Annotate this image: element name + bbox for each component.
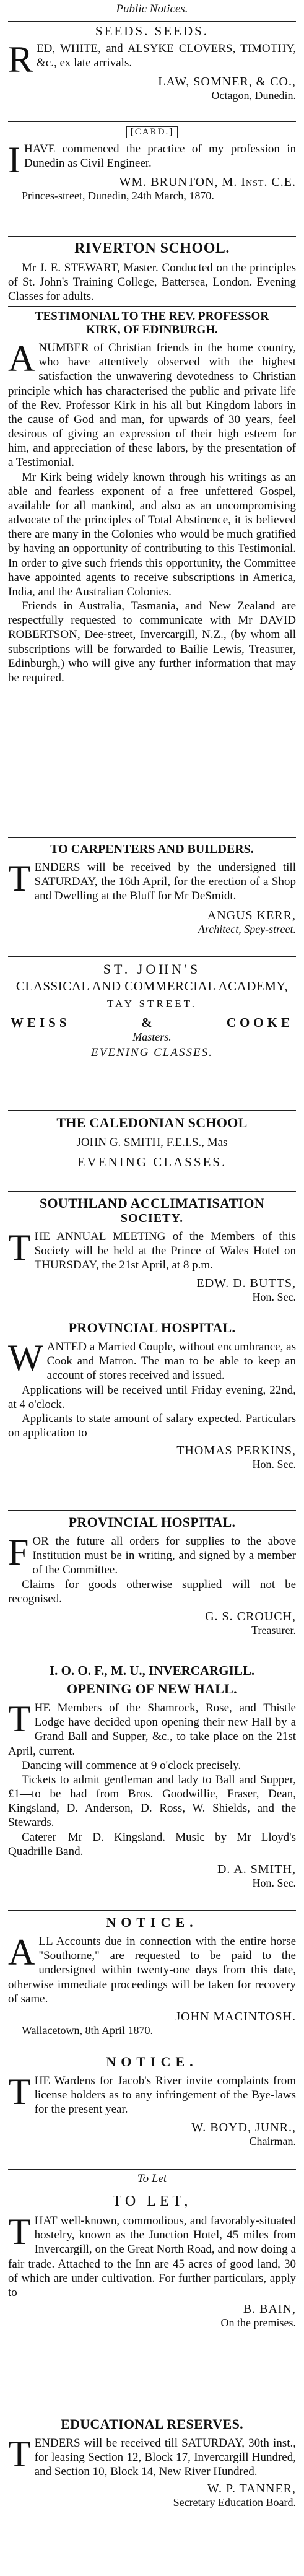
divider <box>8 1910 296 1911</box>
ioof-p4: Caterer—Mr D. Kingsland. Music by Mr Lloyd's Quadrille Band. <box>8 1830 296 1858</box>
drop-cap: F <box>8 1532 29 1573</box>
hospital2-p2: Claims for goods otherwise supplied will not be recognised. <box>8 1578 296 1605</box>
stjohns-notice <box>8 961 296 1060</box>
ioof-heading-2: OPENING OF NEW HALL. <box>67 1681 237 1696</box>
card-date: Princes-street, Dunedin, 24th March, 1870. <box>22 190 214 203</box>
notice2-notice <box>8 2054 296 2148</box>
seeds-location: Octagon, Dunedin. <box>211 89 296 102</box>
testimonial-notice <box>8 310 296 685</box>
testimonial-body <box>8 338 296 685</box>
divider <box>8 2168 296 2172</box>
tolet-heading-small: To Let <box>137 2172 167 2185</box>
hospital2-notice <box>8 1514 296 1637</box>
testimonial-heading-2: KIRK, OF EDINBURGH. <box>86 323 218 336</box>
carpenters-text: ENDERS will be received by the undersigned till SATURDAY, the 16th April, for the erection of a Shop and Dwelling at the Bluff for Mr DeSmidt. <box>34 861 296 903</box>
drop-cap: W <box>8 1337 43 1378</box>
drop-cap: T <box>8 2211 31 2252</box>
divider <box>8 1191 296 1192</box>
hospital2-body <box>8 1534 296 1606</box>
drop-cap: I <box>8 139 20 180</box>
notice1-date: Wallacetown, 8th April 1870. <box>22 2024 154 2037</box>
ioof-signature: D. A. SMITH, <box>217 1862 296 1876</box>
ioof-notice <box>8 1663 296 1890</box>
notice2-title: Chairman. <box>249 2134 296 2147</box>
carpenters-heading: TO CARPENTERS AND BUILDERS. <box>50 842 254 856</box>
reserves-notice <box>8 2416 296 2509</box>
drop-cap: T <box>8 1698 31 1739</box>
hospital1-signature: THOMAS PERKINS, <box>176 1444 296 1458</box>
ioof-p2: Dancing will commence at 9 o'clock precisely. <box>22 1758 241 1772</box>
divider <box>8 1110 296 1111</box>
testimonial-p3: Friends in Australia, Tasmania, and New Zealand are respectfully requested to communicate with Mr DAVID ROBERTSON, Dee-street, Invercargill, N.Z., (by whom all subscriptions will be forwarded to Bailie Lewis, Treasurer, Edinburgh,) who will give any further information that may be required. <box>8 600 296 684</box>
divider <box>8 236 296 237</box>
caledonian-heading: THE CALEDONIAN SCHOOL <box>56 1115 248 1130</box>
hospital1-notice <box>8 1320 296 1471</box>
notice1-notice <box>8 1915 296 2037</box>
stjohns-masters <box>8 1015 296 1031</box>
acclimatisation-signature: EDW. D. BUTTS, <box>196 1276 296 1290</box>
seeds-signature: LAW, SOMNER, & CO., <box>158 75 296 89</box>
ampersand: & <box>141 1015 156 1031</box>
card-body <box>8 139 296 180</box>
carpenters-title: Architect, Spey-street. <box>198 922 296 935</box>
hospital1-p1: ANTED a Married Couple, without encumbrance, as Cook and Matron. The man to be able to keep an account of stores received and issued. <box>46 1340 296 1382</box>
drop-cap: T <box>8 858 31 899</box>
divider <box>8 837 296 841</box>
ioof-p3: Tickets to admit gentleman and lady to Ball and Supper, £1—to be had from Bros. Goodwillie, Fraser, Dean, Kingsland, D. Anderson, D. Ross, W. Shields, and the Stewards. <box>8 1773 296 1830</box>
notice1-body <box>8 1934 296 2006</box>
tolet-heading: TO LET, <box>112 2193 192 2209</box>
drop-cap: T <box>8 2071 31 2112</box>
reserves-text: ENDERS will be received till SATURDAY, 30th inst., for leasing Section 12, Block 17, Invercargill Hundred, and Section 10, Block 14, New River Hundred. <box>34 2437 296 2479</box>
testimonial-p2: Mr Kirk being widely known through his writings as an able and fearless exponent of a free unfettered Gospel, available for all mankind, and also as an uncompromising advocate of the principles of Total Abstinence, it is believed there are many in the Colonies who would be much gratified by having an opportunity of contributing to this Testimonial. In order to give such friends this opportunity, the Committee have appointed agents to receive subscriptions in America, India, and the Australian Colonies. <box>8 470 296 598</box>
card-notice <box>8 126 296 203</box>
carpenters-signature: ANGUS KERR, <box>207 908 296 922</box>
notice1-signature: JOHN MACINTOSH. <box>175 2009 296 2024</box>
carpenters-notice <box>8 842 296 936</box>
card-signature: WM. BRUNTON, M. Inst. C.E. <box>119 175 296 190</box>
tolet-notice <box>8 2172 296 2329</box>
notice2-signature: W. BOYD, JUNR., <box>191 2120 296 2134</box>
ioof-p1: HE Members of the Shamrock, Rose, and Thistle Lodge have decided upon opening their new Hall by a Grand Ball and Supper, &c., to take place on the 21st April, current. <box>8 1701 296 1758</box>
stjohns-masters-label: Masters. <box>132 1031 172 1044</box>
ioof-heading-1: I. O. O. F., M. U., INVERCARGILL. <box>49 1663 255 1678</box>
card-text: HAVE commenced the practice of my profession in Dunedin as Civil Engineer. <box>24 142 296 170</box>
acclimatisation-heading-1: SOUTHLAND ACCLIMATISATION <box>39 1195 265 1211</box>
seeds-text: ED, WHITE, and ALSYKE CLOVERS, TIMOTHY, &c., ex late arrivals. <box>37 42 296 70</box>
stjohns-street: TAY STREET. <box>107 998 197 1010</box>
riverton-text: Mr J. E. STEWART, Master. Conducted on the principles of St. John's Training College, Battersea, London. Evening Classes for adults. <box>8 261 296 303</box>
caledonian-classes: EVENING CLASSES. <box>77 1155 227 1169</box>
drop-cap: T <box>8 2434 31 2474</box>
hospital2-p1: OR the future all orders for supplies to the above Institution must be in writing, and signed by a member of the Committee. <box>32 1535 296 1577</box>
master-name: COOKE <box>226 1015 293 1031</box>
notice1-heading: NOTICE. <box>106 1915 198 1930</box>
section-title: Public Notices. <box>116 2 188 15</box>
testimonial-heading-1: TESTIMONIAL TO THE REV. PROFESSOR <box>35 310 269 323</box>
testimonial-p1: NUMBER of Christian friends in the home country, who have attentively observed with the highest satisfaction the unwavering devotedness to Christian principle which has characterised the public and private life of the Rev. Professor Kirk in his all but Kingdom labors in the cause of God and man, for upwards of 30 years, feel desirous of giving an expression of their high esteem for him, and appreciation of these labors, by the presentation of a Testimonial. <box>8 341 296 469</box>
tolet-title: On the premises. <box>220 2316 296 2329</box>
seeds-heading: SEEDS. SEEDS. <box>95 24 209 38</box>
stjohns-heading-2: CLASSICAL AND COMMERCIAL ACADEMY, <box>15 979 289 993</box>
divider <box>8 1510 296 1511</box>
notice2-text: HE Wardens for Jacob's River invite complaints from license holders as to any infringement of the Bye-laws for the present year. <box>34 2074 296 2116</box>
acclimatisation-heading-2: SOCIETY. <box>120 1212 184 1225</box>
notice1-text: LL Accounts due in connection with the entire horse "Southorne," are requested to be paid to the undersigned within twenty-one days from this date, otherwise immediate proceedings will be taken for recovery of same. <box>8 1935 296 2006</box>
drop-cap: A <box>8 338 35 379</box>
acclimatisation-title: Hon. Sec. <box>252 1290 296 1303</box>
hospital2-title: Treasurer. <box>251 1623 296 1636</box>
stjohns-heading-1: ST. JOHN'S <box>103 961 201 977</box>
tolet-text: HAT well-known, commodious, and favorably-situated hostelry, known as the Junction Hotel, 45 miles from Invercargill, on the Great North Road, and now doing a fair trade. Attached to the Inn are 45 acres of good land, 30 of which are under cultivation. For further particulars, apply to <box>8 2214 296 2299</box>
drop-cap: R <box>8 39 33 80</box>
reserves-signature: W. P. TANNER, <box>207 2481 296 2495</box>
tolet-body <box>8 2211 296 2300</box>
acclimatisation-body <box>8 1229 296 1273</box>
notice2-heading: NOTICE. <box>106 2054 198 2069</box>
hospital2-heading: PROVINCIAL HOSPITAL. <box>68 1514 236 1530</box>
drop-cap: A <box>8 1932 35 1973</box>
riverton-body <box>8 261 296 304</box>
divider <box>8 956 296 957</box>
notice2-body <box>8 2071 296 2117</box>
ioof-body <box>8 1698 296 1859</box>
seeds-notice <box>8 24 296 102</box>
stjohns-classes: EVENING CLASSES. <box>91 1046 213 1060</box>
acclimatisation-notice <box>8 1195 296 1304</box>
riverton-notice <box>8 240 296 304</box>
tolet-signature: B. BAIN, <box>243 2302 296 2316</box>
divider <box>8 121 296 122</box>
hospital1-p2: Applications will be received until Friday evening, 22nd, at 4 o'clock. <box>8 1383 296 1411</box>
reserves-title: Secretary Education Board. <box>173 2495 296 2508</box>
seeds-body <box>8 39 296 80</box>
hospital1-title: Hon. Sec. <box>252 1458 296 1471</box>
ioof-title: Hon. Sec. <box>252 1876 296 1889</box>
caledonian-master: JOHN G. SMITH, F.E.I.S., Mas <box>76 1136 228 1149</box>
reserves-body <box>8 2436 296 2479</box>
caledonian-notice <box>8 1115 296 1170</box>
reserves-heading: EDUCATIONAL RESERVES. <box>61 2416 243 2432</box>
acclimatisation-text: HE ANNUAL MEETING of the Members of this Society will be held at the Prince of Wales Hotel on THURSDAY, the 21st April, at 8 p.m. <box>34 1230 296 1272</box>
master-name: WEISS <box>11 1015 71 1031</box>
riverton-heading: RIVERTON SCHOOL. <box>74 240 230 256</box>
carpenters-body <box>8 860 296 904</box>
drop-cap: T <box>8 1227 31 1268</box>
hospital2-signature: G. S. CROUCH, <box>205 1609 296 1623</box>
hospital1-heading: PROVINCIAL HOSPITAL. <box>68 1320 236 1335</box>
hospital1-p3: Applicants to state amount of salary expected. Particulars on application to <box>8 1412 296 1440</box>
hospital1-body <box>8 1337 296 1440</box>
divider <box>8 306 296 307</box>
card-label: [CARD.] <box>126 126 178 138</box>
